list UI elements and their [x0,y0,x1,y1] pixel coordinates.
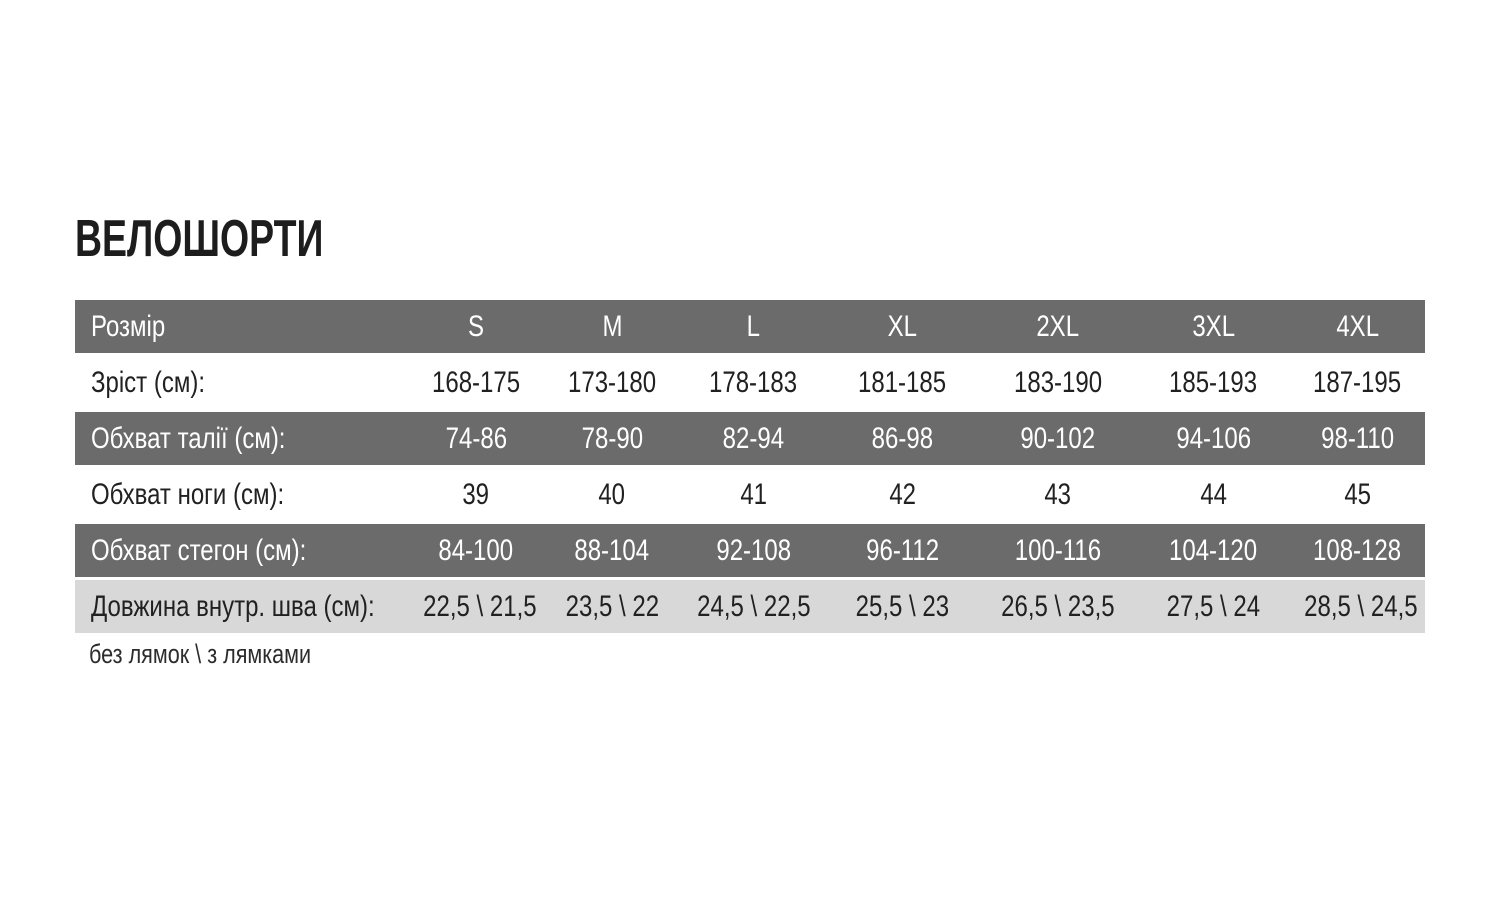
value-cell [409,524,543,577]
value-cell [1290,524,1425,577]
table-row [75,524,1425,577]
value-cell [1290,468,1425,521]
cell-value: 74-86 [445,421,507,455]
value-cell [1137,412,1290,465]
cell-value: 173-180 [567,365,657,399]
cell-value: 23,5 \ 22 [565,589,659,623]
cell-value: 27,5 \ 24 [1166,589,1261,623]
header-size-label: L [746,309,761,343]
value-cell [681,356,826,409]
value-cell [1137,580,1290,633]
cell-value: 185-193 [1169,365,1258,399]
page-title: ВЕЛОШОРТИ [75,210,324,268]
cell-value: 39 [462,477,490,511]
table-row [75,356,1425,409]
table-header-row [75,300,1425,353]
header-size-cell-s [409,300,543,353]
cell-value: 92-108 [716,533,791,567]
cell-value: 86-98 [871,421,934,455]
value-cell [826,580,979,633]
table-row [75,468,1425,521]
cell-value: 84-100 [438,533,514,567]
footnote: без лямок \ з лямками [89,639,312,669]
row-label-cell [75,356,409,409]
header-size-label: 2XL [1036,309,1080,343]
cell-value: 90-102 [1020,421,1096,455]
value-cell [681,412,826,465]
value-cell [826,468,979,521]
cell-value: 43 [1044,477,1072,511]
header-size-cell-m [543,300,681,353]
row-label-cell [75,412,409,465]
cell-value: 168-175 [431,365,521,399]
value-cell [543,356,681,409]
header-size-cell-l [681,300,826,353]
header-size-label: XL [887,309,918,343]
header-size-cell-3xl [1137,300,1290,353]
value-cell [543,580,681,633]
value-cell [1290,356,1425,409]
cell-value: 181-185 [858,365,947,399]
header-size-cell-2xl [979,300,1137,353]
row-label: Обхват ноги (см): [91,477,285,511]
cell-value: 96-112 [866,533,939,567]
cell-value: 42 [889,477,916,511]
header-size-label: M [602,309,622,343]
value-cell [681,468,826,521]
size-table [75,297,1425,636]
table-row [75,412,1425,465]
header-size-cell-xl [826,300,979,353]
cell-value: 98-110 [1321,421,1394,455]
value-cell [979,524,1137,577]
cell-value: 44 [1200,477,1227,511]
value-cell [409,468,543,521]
value-cell [409,356,543,409]
row-label: Зріст (см): [91,365,205,399]
cell-value: 108-128 [1313,533,1402,567]
cell-value: 45 [1344,477,1371,511]
value-cell [979,356,1137,409]
value-cell [1137,524,1290,577]
value-cell [826,524,979,577]
value-cell [1137,468,1290,521]
value-cell [409,580,543,633]
cell-value: 104-120 [1169,533,1258,567]
cell-value: 183-190 [1013,365,1103,399]
header-size-label: 3XL [1192,309,1235,343]
value-cell [681,580,826,633]
value-cell [681,524,826,577]
value-cell [1290,412,1425,465]
row-label-cell [75,468,409,521]
row-label-cell [75,524,409,577]
cell-value: 82-94 [722,421,785,455]
cell-value: 24,5 \ 22,5 [696,589,811,623]
cell-value: 40 [598,477,626,511]
cell-value: 94-106 [1176,421,1251,455]
cell-value: 41 [740,477,767,511]
row-label: Обхват талії (см): [91,421,286,455]
header-size-cell-4xl [1290,300,1425,353]
value-cell [409,412,543,465]
row-label: Довжина внутр. шва (см): [91,589,375,623]
table-row [75,580,1425,633]
row-label-cell [75,580,409,633]
value-cell [543,412,681,465]
cell-value: 22,5 \ 21,5 [423,589,537,623]
header-size-label: 4XL [1336,309,1379,343]
value-cell [543,524,681,577]
header-label: Розмір [91,309,166,343]
value-cell [543,468,681,521]
value-cell [979,580,1137,633]
cell-value: 100-116 [1014,533,1102,567]
cell-value: 88-104 [574,533,650,567]
value-cell [1290,580,1425,633]
table-body [75,356,1425,633]
cell-value: 28,5 \ 24,5 [1304,589,1418,623]
value-cell [1137,356,1290,409]
header-size-label: S [467,309,484,343]
value-cell [979,468,1137,521]
value-cell [826,356,979,409]
cell-value: 26,5 \ 23,5 [1001,589,1115,623]
cell-value: 178-183 [709,365,798,399]
header-label-cell [75,300,409,353]
row-label: Обхват стегон (см): [91,533,307,567]
cell-value: 25,5 \ 23 [855,589,950,623]
cell-value: 187-195 [1313,365,1402,399]
value-cell [979,412,1137,465]
cell-value: 78-90 [581,421,643,455]
value-cell [826,412,979,465]
